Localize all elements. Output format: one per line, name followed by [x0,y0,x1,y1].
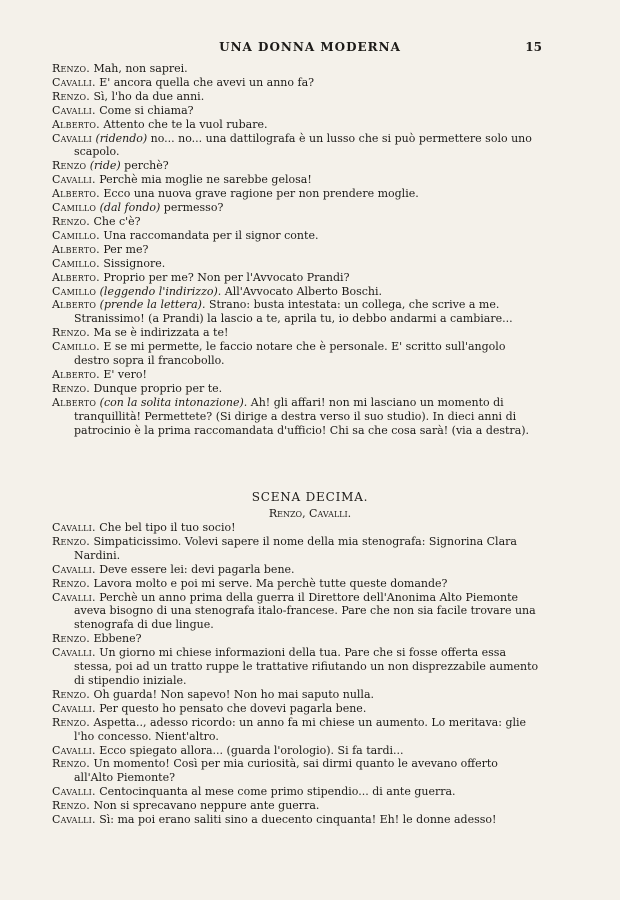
dialogue-line [52,563,540,577]
speaker-name: Camillo. [52,228,100,242]
dialogue-text: Ah! gli affari! non mi lasciano un momento di tranquillità! Permettete? (Si dirige a destra verso il suo studio). In dieci anni di patrocinio è la prima raccomandata d'ufficio! Chi sa che cosa sarà! (via a destra). [74,395,530,437]
dialogue-text: Deve essere lei: devi pagarla bene. [99,562,295,576]
speaker-name: Renzo. [52,89,90,103]
dialogue-text: E se mi permette, le faccio notare che è personale. E' scritto sull'angolo destro sopra il francobollo. [74,340,506,368]
dialogue-line [52,757,540,785]
dialogue-line [52,243,540,257]
dialogue-line [52,646,540,688]
dialogue-line [52,159,540,173]
speaker-name: Renzo. [52,326,90,340]
dialogue-text: Ecco una nuova grave ragione per non prendere moglie. [103,187,419,201]
dialogue-line [52,702,540,716]
dialogue-line [52,813,540,827]
dialogue-line [52,326,540,340]
dialogue-line [52,396,540,438]
dialogue-text: Ebbene? [93,632,142,646]
dialogue-text: Un momento! Così per mia curiosità, sai dirmi quanto le avevano offerto all'Alto Piemonte? [74,757,498,785]
dialogue-text: Perchè un anno prima della guerra il Direttore dell'Anonima Alto Piemonte aveva bisogno di una stenografa italo-francese. Pare che non sia facile trovare una stenografa di due lingue. [74,590,536,632]
dialogue-line [52,285,540,299]
dialogue-text: Simpaticissimo. Volevi sapere il nome della mia stenografa: Signorina Clara Nardini. [74,534,517,562]
dialogue-line [52,535,540,563]
dialogue-line [52,521,540,535]
dialogue-line [52,785,540,799]
speaker-name: Renzo. [52,576,90,590]
dialogue-line [52,76,540,90]
dialogue-text: E' ancora quella che avevi un anno fa? [99,75,315,89]
dialogue-text: Strano: busta intestata: un collega, che scrive a me. Stranissimo! (a Prandi) la lascio a te, aprila tu, io debbo andarmi a cambiare... [74,298,513,326]
speaker-name: Renzo. [52,632,90,646]
dialogue-line [52,187,540,201]
speaker-name: Cavalli. [52,562,96,576]
dialogue-line [52,591,540,633]
speaker-name: Cavalli. [52,743,96,757]
scene-title: SCENA DECIMA. [251,490,369,504]
dialogue-line [52,62,540,76]
dialogue-text: Aspetta.., adesso ricordo: un anno fa mi chiese un aumento. Lo meritava: glie l'ho concesso. Nient'altro. [74,715,527,743]
speaker-name: Cavalli. [52,521,96,534]
dialogue-text: Che c'è? [93,214,141,228]
dialogue-text: no... no... una dattilografa è un lusso che si può permettere solo uno scapolo. [74,131,532,159]
speaker-name: Renzo. [52,687,90,701]
speaker-name: Cavalli. [52,646,96,660]
dialogue-text: permesso? [163,201,224,215]
stage-direction: (con la solita intonazione). [99,395,248,409]
speaker-name: Renzo. [52,715,90,729]
dialogue-text: Oh guarda! Non sapevo! Non ho mai saputo nulla. [93,687,374,701]
speaker-name: Cavalli. [52,103,96,117]
speaker-name: Cavalli. [52,785,96,799]
dialogue-line [52,257,540,271]
speaker-name: Cavalli. [52,813,96,827]
speaker-name: Alberto. [52,242,100,256]
dialogue-text: perchè? [124,159,169,173]
dialogue-text: E' vero! [103,367,147,381]
speaker-name: Renzo [52,159,87,173]
dialogue-line [52,577,540,591]
dialogue-block-bottom [52,521,540,827]
dialogue-text: Per me? [103,242,149,256]
stage-direction: (dal fondo) [99,201,161,215]
speaker-name: Camillo [52,201,97,215]
speaker-name: Alberto. [52,187,100,201]
dialogue-line [52,368,540,382]
speaker-name: Renzo. [52,381,90,395]
dialogue-line [52,799,540,813]
dialogue-line [52,632,540,646]
dialogue-text: Che bel tipo il tuo socio! [99,521,236,534]
speaker-name: Cavalli. [52,701,96,715]
dialogue-text: Una raccomandata per il signor conte. [103,228,319,242]
dialogue-line [52,173,540,187]
dialogue-text: Attento che te la vuol rubare. [103,117,268,131]
speaker-name: Renzo. [52,534,90,548]
dialogue-text: Per questo ho pensato che dovevi pagarla bene. [99,701,367,715]
dialogue-text: Come si chiama? [99,103,194,117]
dialogue-text: Non si sprecavano neppure ante guerra. [93,799,320,813]
stage-direction: (ridendo) [95,131,148,145]
dialogue-text: Sì, l'ho da due anni. [93,89,205,103]
dialogue-block-top [52,62,540,437]
dialogue-text: All'Avvocato Alberto Boschi. [224,284,383,298]
speaker-name: Cavalli. [52,173,96,187]
speaker-name: Alberto [52,298,97,312]
dialogue-line [52,688,540,702]
speaker-name: Renzo. [52,214,90,228]
running-title: UNA DONNA MODERNA [219,40,401,54]
dialogue-line [52,132,540,160]
dialogue-text: Ecco spiegato allora... (guarda l'orologio). Si fa tardi... [99,743,404,757]
scene-characters: Renzo, Cavalli. [268,507,352,520]
dialogue-line [52,90,540,104]
dialogue-line [52,744,540,758]
dialogue-line [52,229,540,243]
dialogue-text: Sissignore. [103,256,166,270]
stage-direction: (ride) [89,159,121,173]
dialogue-line [52,201,540,215]
dialogue-line [52,298,540,326]
dialogue-text: Mah, non saprei. [93,62,188,75]
dialogue-line [52,215,540,229]
speaker-name: Renzo. [52,62,90,75]
dialogue-text: Centocinquanta al mese come primo stipendio... di ante guerra. [99,785,456,799]
dialogue-text: Proprio per me? Non per l'Avvocato Prandi? [103,270,350,284]
speaker-name: Alberto. [52,270,100,284]
dialogue-text: Perchè mia moglie ne sarebbe gelosa! [99,173,312,187]
speaker-name: Renzo. [52,757,90,771]
dialogue-text: Dunque proprio per te. [93,381,223,395]
speaker-name: Cavalli [52,131,92,145]
page-number: 15 [525,40,542,54]
dialogue-text: Lavora molto e poi mi serve. Ma perchè tutte queste domande? [93,576,448,590]
speaker-name: Alberto. [52,367,100,381]
stage-direction: (prende la lettera). [99,298,206,312]
dialogue-text: Ma se è indirizzata a te! [93,326,229,340]
stage-direction: (leggendo l'indirizzo). [99,284,222,298]
dialogue-text: Un giorno mi chiese informazioni della tua. Pare che si fosse offerta essa stessa, poi ad un tratto ruppe le trattative rifiutando un non disprezzabile aumento di stipendio iniziale. [74,646,539,687]
speaker-name: Camillo. [52,256,100,270]
dialogue-line [52,271,540,285]
speaker-name: Camillo [52,284,97,298]
speaker-name: Renzo. [52,799,90,813]
dialogue-text: Sì: ma poi erano saliti sino a duecento cinquanta! Eh! le donne adesso! [99,813,497,827]
speaker-name: Cavalli. [52,590,96,604]
speaker-name: Camillo. [52,340,100,354]
speaker-name: Alberto. [52,117,100,131]
dialogue-line [52,118,540,132]
speaker-name: Alberto [52,395,97,409]
dialogue-line [52,716,540,744]
dialogue-line [52,340,540,368]
speaker-name: Cavalli. [52,75,96,89]
dialogue-line [52,104,540,118]
dialogue-line [52,382,540,396]
